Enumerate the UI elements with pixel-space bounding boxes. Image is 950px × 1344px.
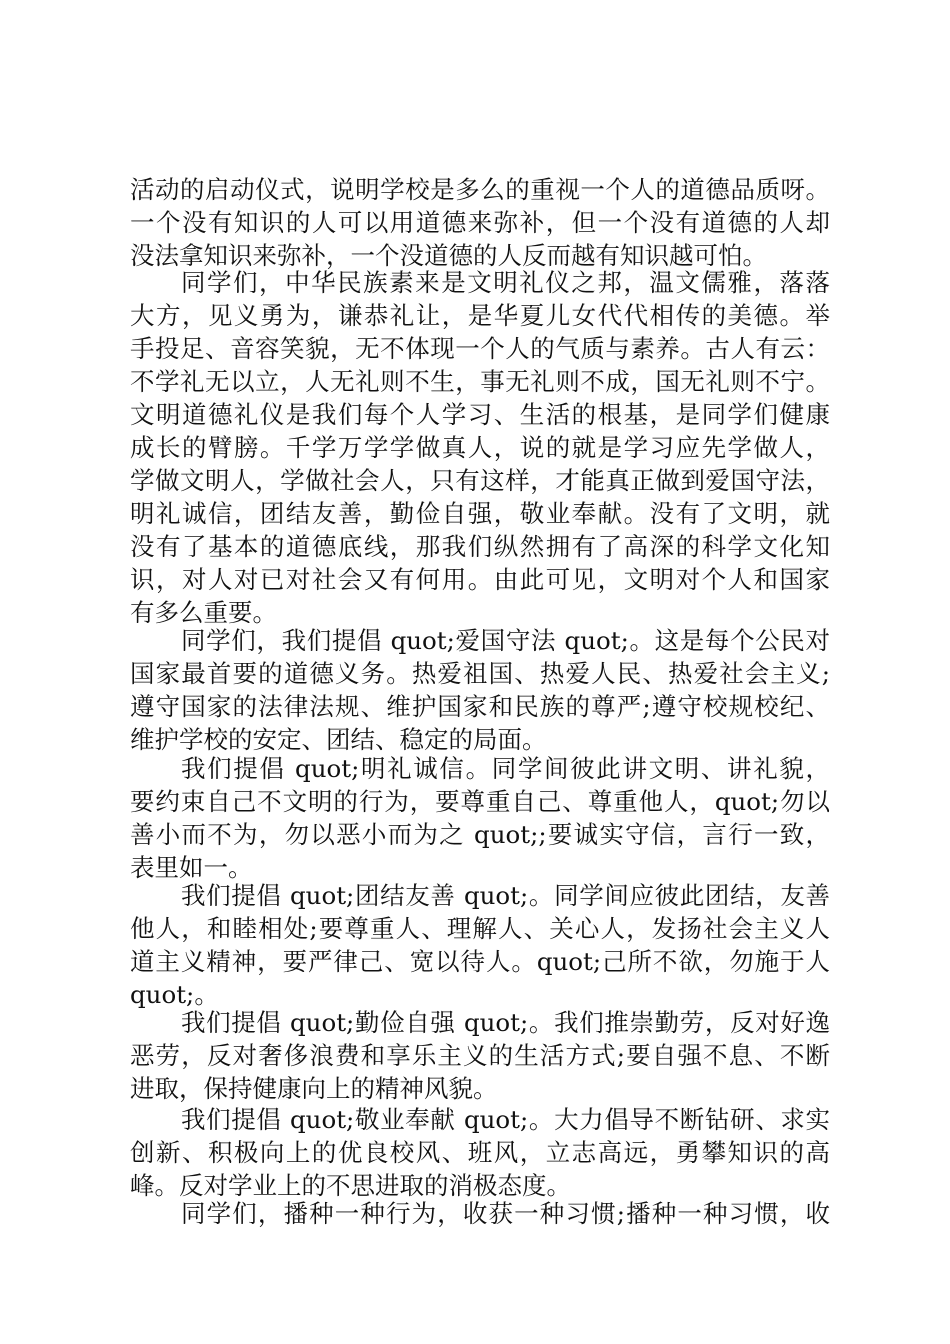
- text-line: 我们提倡 quot;明礼诚信。同学间彼此讲文明、讲礼貌，: [181, 754, 830, 783]
- text-line: 活动的启动仪式，说明学校是多么的重视一个人的道德品质呀。: [130, 175, 830, 204]
- text-line: 表里如一。: [130, 853, 253, 882]
- text-line: 道主义精神，要严律己、宽以待人。quot;己所不欲，勿施于人: [130, 947, 830, 976]
- text-line: 同学们，播种一种行为，收获一种习惯;播种一种习惯，收: [181, 1199, 830, 1228]
- text-line: 要约束自己不文明的行为，要尊重自己、尊重他人，quot;勿以: [130, 787, 830, 816]
- text-line: 进取，保持健康向上的精神风貌。: [130, 1074, 498, 1103]
- text-line: 手投足、音容笑貌，无不体现一个人的气质与素养。古人有云：: [130, 334, 830, 363]
- text-line: 我们提倡 quot;团结友善 quot;。同学间应彼此团结，友善: [181, 881, 830, 910]
- text-line: 同学们，中华民族素来是文明礼仪之邦，温文儒雅，落落: [181, 268, 830, 297]
- text-line: 文明道德礼仪是我们每个人学习、生活的根基，是同学们健康: [130, 400, 830, 429]
- text-line: 大方，见义勇为，谦恭礼让，是华夏儿女代代相传的美德。举: [130, 301, 830, 330]
- text-line: 我们提倡 quot;敬业奉献 quot;。大力倡导不断钻研、求实: [181, 1105, 830, 1134]
- text-line: 善小而不为，勿以恶小而为之 quot;;要诚实守信，言行一致，: [130, 820, 830, 849]
- text-line: 创新、积极向上的优良校风、班风，立志高远，勇攀知识的高: [130, 1138, 830, 1167]
- text-line: 遵守国家的法律法规、维护国家和民族的尊严;遵守校规校纪、: [130, 692, 830, 721]
- text-line: 我们提倡 quot;勤俭自强 quot;。我们推崇勤劳，反对好逸: [181, 1008, 830, 1037]
- text-line: 识，对人对已对社会又有何用。由此可见，文明对个人和国家: [130, 565, 830, 594]
- text-line: 峰。反对学业上的不思进取的消极态度。: [130, 1171, 571, 1200]
- text-line: 维护学校的安定、团结、稳定的局面。: [130, 725, 547, 754]
- text-line: 成长的臂膀。千学万学学做真人，说的就是学习应先学做人，: [130, 433, 830, 462]
- text-line: 国家最首要的道德义务。热爱祖国、热爱人民、热爱社会主义;: [130, 659, 830, 688]
- text-line: 有多么重要。: [130, 598, 277, 627]
- text-line: 恶劳，反对奢侈浪费和享乐主义的生活方式;要自强不息、不断: [130, 1041, 830, 1070]
- text-line: 他人，和睦相处;要尊重人、理解人、关心人，发扬社会主义人: [130, 914, 830, 943]
- text-line: quot;。: [130, 980, 219, 1009]
- text-line: 不学礼无以立，人无礼则不生，事无礼则不成，国无礼则不宁。: [130, 367, 830, 396]
- text-line: 没法拿知识来弥补，一个没道德的人反而越有知识越可怕。: [130, 241, 767, 270]
- text-line: 没有了基本的道德底线，那我们纵然拥有了高深的科学文化知: [130, 532, 830, 561]
- text-line: 明礼诚信，团结友善，勤俭自强，敬业奉献。没有了文明，就: [130, 499, 830, 528]
- text-line: 同学们，我们提倡 quot;爱国守法 quot;。这是每个公民对: [181, 626, 830, 655]
- text-line: 学做文明人，学做社会人，只有这样，才能真正做到爱国守法，: [130, 466, 830, 495]
- text-line: 一个没有知识的人可以用道德来弥补，但一个没有道德的人却: [130, 208, 830, 237]
